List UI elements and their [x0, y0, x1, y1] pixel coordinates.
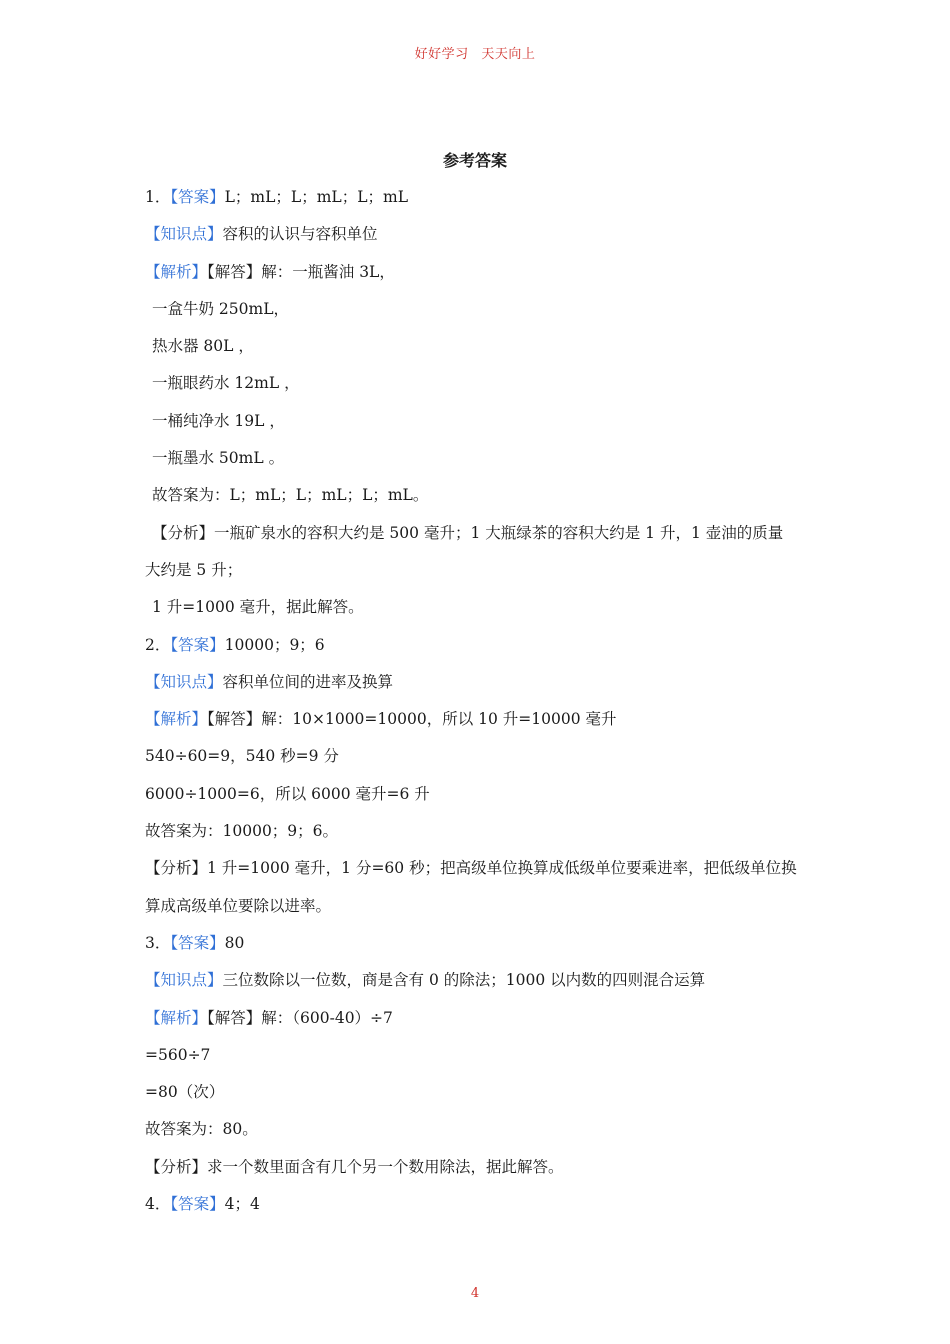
question-number: 3． — [145, 933, 171, 952]
line-text: 三位数除以一位数，商是含有 0 的除法；1000 以内数的四则混合运算 — [222, 971, 706, 990]
line-text: 大约是 5 升； — [145, 560, 243, 579]
line-text: 【分析】1 升=1000 毫升，1 分=60 秒；把高级单位换算成低级单位要乘进率，把低级单位换 — [145, 859, 797, 878]
answer-line — [145, 295, 825, 332]
section-tag: 【解析】 — [145, 1008, 208, 1027]
header-right-text: 天天向上 — [481, 47, 536, 62]
section-tag: 【解析】 — [145, 710, 208, 729]
section-tag: 【知识点】 — [145, 971, 223, 990]
answer-line — [145, 742, 825, 779]
line-text: 4；4 — [224, 1195, 260, 1214]
answer-line — [145, 892, 825, 929]
line-text: 80 — [224, 933, 245, 952]
line-text: 热水器 80L ， — [152, 337, 254, 356]
section-tag: 【答案】 — [170, 1195, 225, 1214]
answer-line — [145, 556, 825, 593]
section-tag: 【知识点】 — [145, 672, 223, 691]
section-tag: 【知识点】 — [145, 225, 223, 244]
answer-line — [145, 1153, 825, 1190]
line-text: 故答案为：10000；9；6。 — [145, 822, 339, 841]
line-text: 故答案为：80。 — [145, 1120, 258, 1139]
answer-line — [145, 854, 825, 891]
answer-line — [145, 1004, 825, 1041]
answer-line — [145, 519, 825, 556]
line-text: 一瓶墨水 50mL 。 — [152, 449, 285, 468]
section-tag: 【解析】 — [145, 262, 208, 281]
answer-content — [145, 183, 825, 1227]
answer-line — [145, 593, 825, 630]
answer-line — [145, 668, 825, 705]
line-text: L；mL；L；mL；L；mL — [224, 188, 408, 206]
line-text: 【解答】解：一瓶酱油 3L， — [207, 262, 395, 281]
page-header — [0, 43, 950, 62]
question-number: 4． — [145, 1195, 171, 1214]
answer-line — [145, 817, 825, 854]
line-text: 容积的认识与容积单位 — [222, 225, 378, 244]
page-number: 4 — [470, 1286, 480, 1301]
answer-line — [145, 929, 825, 966]
page-title: 参考答案 — [442, 151, 507, 170]
answer-line — [145, 481, 825, 518]
line-text: =80（次） — [145, 1083, 225, 1102]
line-text: 【解答】解：10×1000=10000，所以 10 升=10000 毫升 — [207, 710, 617, 729]
answer-line — [145, 1115, 825, 1152]
section-tag: 【答案】 — [170, 635, 225, 654]
line-text: 【解答】解：（600-40）÷7 — [207, 1008, 393, 1027]
section-tag: 【答案】 — [170, 188, 225, 206]
line-text: 算成高级单位要除以进率。 — [145, 896, 332, 915]
line-text: 容积单位间的进率及换算 — [222, 672, 394, 691]
answer-line — [145, 183, 825, 220]
line-text: 故答案为：L；mL；L；mL；L；mL。 — [152, 486, 429, 505]
line-text: 10000；9；6 — [224, 635, 325, 654]
header-left-text: 好好学习 — [414, 47, 469, 62]
line-text: 一瓶眼药水 12mL ， — [152, 374, 300, 393]
line-text: 6000÷1000=6，所以 6000 毫升=6 升 — [145, 784, 430, 803]
section-tag: 【答案】 — [170, 933, 225, 952]
answer-line — [145, 444, 825, 481]
answer-line — [145, 1078, 825, 1115]
answer-line — [145, 407, 825, 444]
line-text: 540÷60=9，540 秒=9 分 — [145, 747, 339, 766]
answer-line — [145, 1190, 825, 1227]
answer-line — [145, 220, 825, 257]
line-text: =560÷7 — [145, 1045, 211, 1064]
line-text: 一桶纯净水 19L ， — [152, 411, 285, 430]
answer-line — [145, 705, 825, 742]
line-text: 一盒牛奶 250mL， — [152, 299, 290, 318]
answer-line — [145, 332, 825, 369]
line-text: 【分析】求一个数里面含有几个另一个数用除法，据此解答。 — [145, 1157, 564, 1176]
answer-line — [145, 966, 825, 1003]
answer-line — [145, 258, 825, 295]
line-text: 【分析】一瓶矿泉水的容积大约是 500 毫升；1 大瓶绿茶的容积大约是 1 升，1 壶油的质量 — [152, 523, 784, 542]
answer-line — [145, 369, 825, 406]
question-number: 2． — [145, 635, 171, 654]
answer-line — [145, 631, 825, 668]
line-text: 1 升=1000 毫升，据此解答。 — [152, 598, 364, 617]
question-number: 1． — [145, 188, 171, 206]
answer-line — [145, 1041, 825, 1078]
answer-line — [145, 780, 825, 817]
